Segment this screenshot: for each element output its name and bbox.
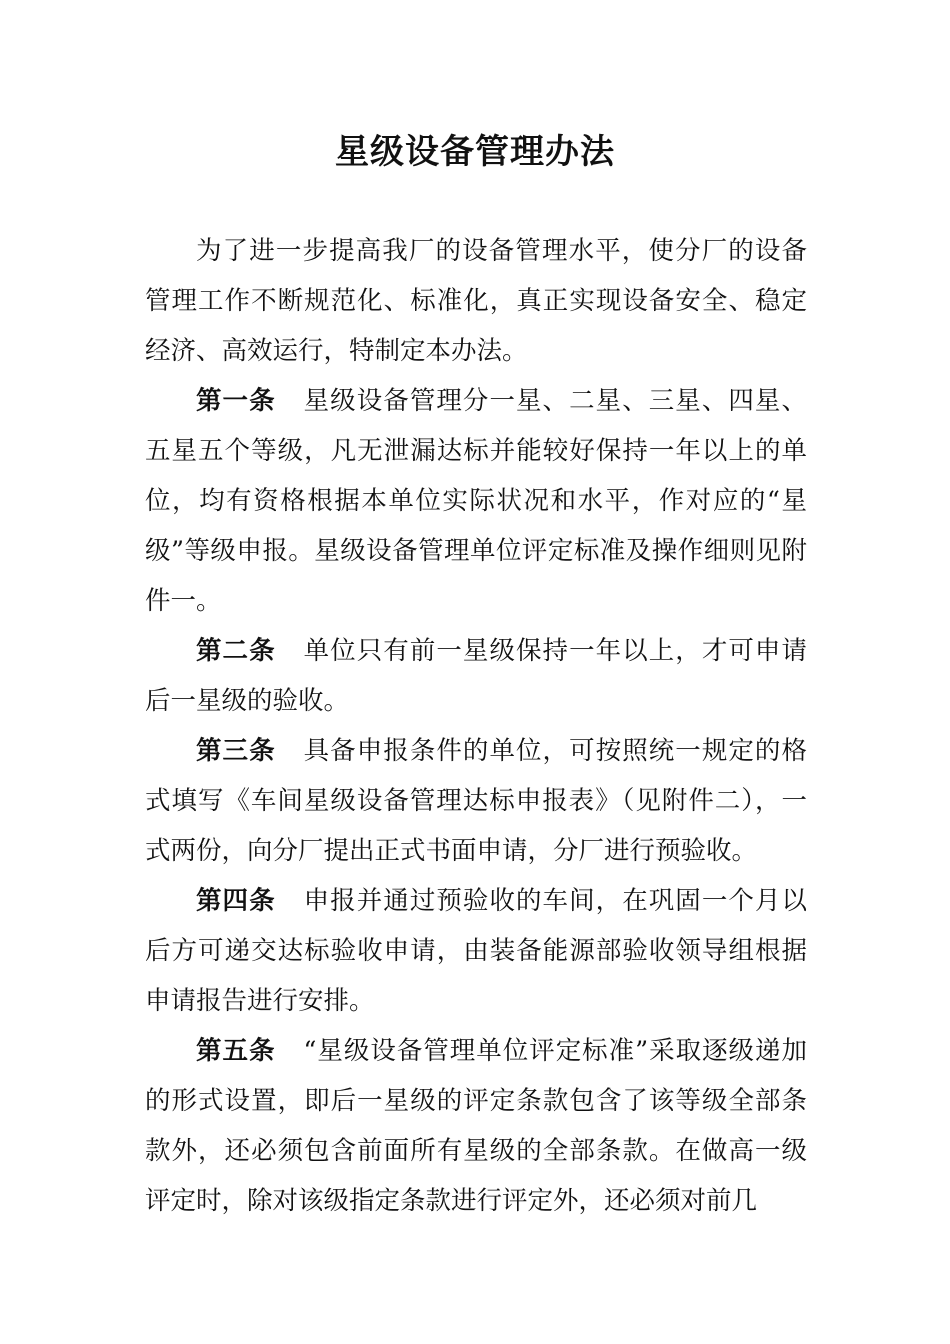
article-5-heading: 第五条 xyxy=(196,1036,276,1066)
article-4 xyxy=(145,876,807,1026)
article-3-heading: 第三条 xyxy=(196,736,276,766)
article-1 xyxy=(145,376,807,626)
article-3 xyxy=(145,726,807,876)
article-5 xyxy=(145,1026,807,1226)
article-2-text: 单位只有前一星级保持一年以上，才可申请后一星级的验收。 xyxy=(145,636,807,716)
article-3-text: 具备申报条件的单位，可按照统一规定的格式填写《车间星级设备管理达标申报表》（见附件二），一式两份，向分厂提出正式书面申请，分厂进行预验收。 xyxy=(145,736,807,866)
article-2 xyxy=(145,626,807,726)
article-4-heading: 第四条 xyxy=(196,886,276,916)
article-2-heading: 第二条 xyxy=(196,636,276,666)
document-title: 星级设备管理办法 xyxy=(335,132,615,172)
article-4-text: 申报并通过预验收的车间，在巩固一个月以后方可递交达标验收申请，由装备能源部验收领导组根据申请报告进行安排。 xyxy=(145,886,807,1016)
document-body xyxy=(145,226,807,1226)
article-5-text: “星级设备管理单位评定标准”采取逐级递加的形式设置，即后一星级的评定条款包含了该等级全部条款外，还必须包含前面所有星级的全部条款。在做高一级评定时，除对该级指定条款进行评定外，还必须对前几 xyxy=(145,1036,807,1216)
article-1-text: 星级设备管理分一星、二星、三星、四星、五星五个等级，凡无泄漏达标并能较好保持一年以上的单位，均有资格根据本单位实际状况和水平，作对应的“星级”等级申报。星级设备管理单位评定标准及操作细则见附件一。 xyxy=(145,386,807,616)
article-1-heading: 第一条 xyxy=(196,386,276,416)
intro-paragraph: 为了进一步提高我厂的设备管理水平，使分厂的设备管理工作不断规范化、标准化，真正实现设备安全、稳定经济、高效运行，特制定本办法。 xyxy=(145,236,807,366)
